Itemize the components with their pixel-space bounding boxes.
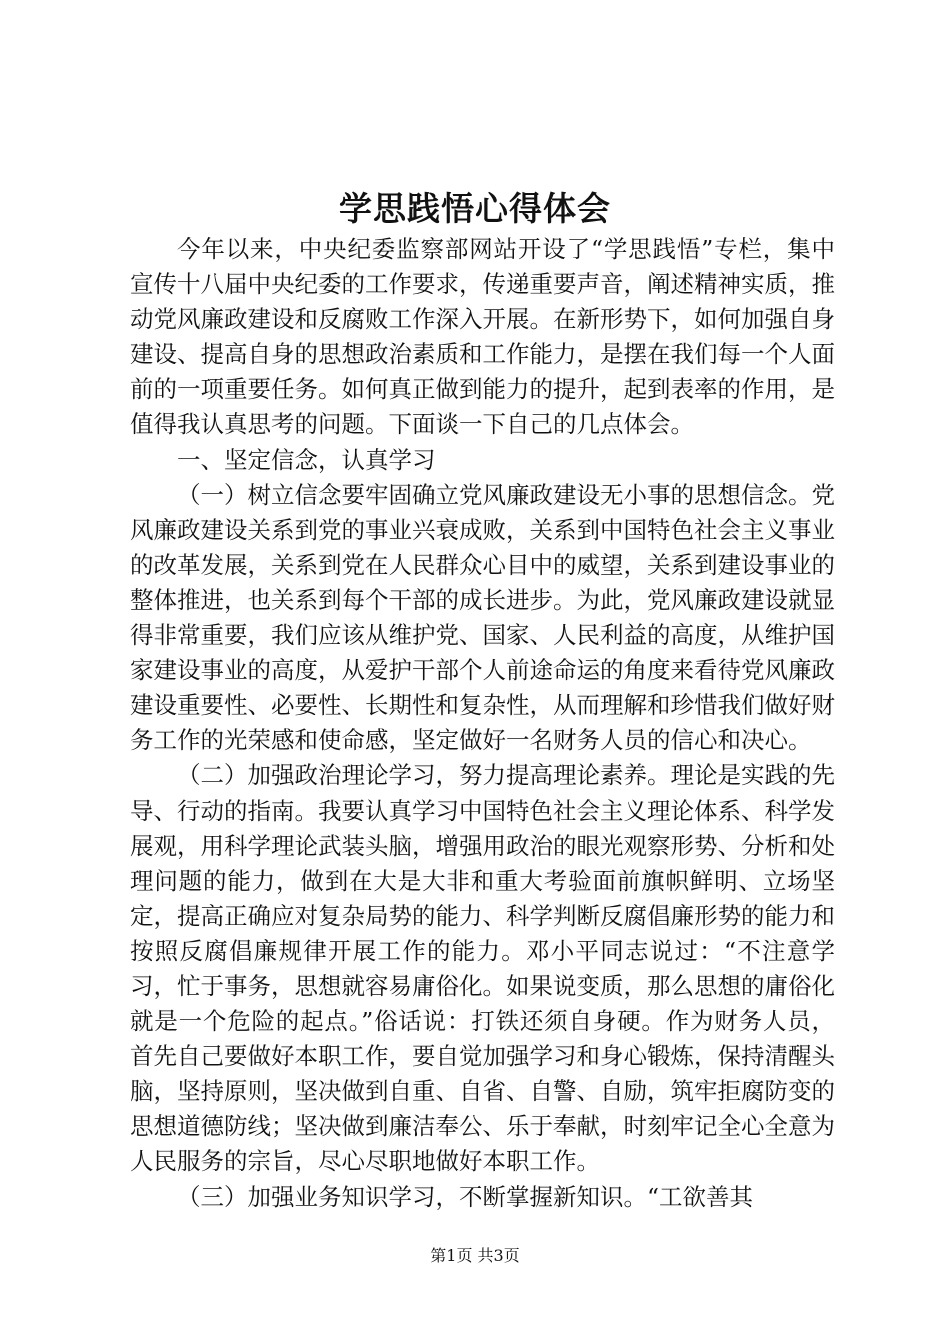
- document-title: 学思践悟心得体会: [339, 189, 611, 228]
- paragraph-intro: 今年以来，中央纪委监察部网站开设了“学思践悟”专栏，集中宣传十八届中央纪委的工作要求，传递重要声音，阐述精神实质，推动党风廉政建设和反腐败工作深入开展。在新形势下，如何加强自身建设、提高自身的思想政治素质和工作能力，是摆在我们每一个人面前的一项重要任务。如何真正做到能力的提升，起到表率的作用，是值得我认真思考的问题。下面谈一下自己的几点体会。: [130, 235, 835, 439]
- section-heading-1: 一、坚定信念，认真学习: [177, 445, 436, 474]
- paragraph-2: （二）加强政治理论学习，努力提高理论素养。理论是实践的先导、行动的指南。我要认真学习中国特色社会主义理论体系、科学发展观，用科学理论武装头脑，增强用政治的眼光观察形势、分析和处理问题的能力，做到在大是大非和重大考验面前旗帜鲜明、立场坚定，提高正确应对复杂局势的能力、科学判断反腐倡廉形势的能力和按照反腐倡廉规律开展工作的能力。邓小平同志说过：“不注意学习，忙于事务，思想就容易庸俗化。如果说变质，那么思想的庸俗化就是一个危险的起点。”俗话说：打铁还须自身硬。作为财务人员，首先自己要做好本职工作，要自觉加强学习和身心锻炼，保持清醒头脑，坚持原则，坚决做到自重、自省、自警、自励，筑牢拒腐防变的思想道德防线；坚决做到廉洁奉公、乐于奉献，时刻牢记全心全意为人民服务的宗旨，尽心尽职地做好本职工作。: [130, 761, 835, 1176]
- paragraph-3: （三）加强业务知识学习，不断掌握新知识。“工欲善其: [177, 1182, 754, 1211]
- paragraph-1: （一）树立信念要牢固确立党风廉政建设无小事的思想信念。党风廉政建设关系到党的事业兴衰成败，关系到中国特色社会主义事业的改革发展，关系到党在人民群众心目中的威望，关系到建设事业的整体推进，也关系到每个干部的成长进步。为此，党风廉政建设就显得非常重要，我们应该从维护党、国家、人民利益的高度，从维护国家建设事业的高度，从爱护干部个人前途命运的角度来看待党风廉政建设重要性、必要性、长期性和复杂性，从而理解和珍惜我们做好财务工作的光荣感和使命感，坚定做好一名财务人员的信心和决心。: [130, 480, 835, 755]
- page-footer: 第1页 共3页: [430, 1246, 520, 1265]
- document-body: [130, 232, 835, 1215]
